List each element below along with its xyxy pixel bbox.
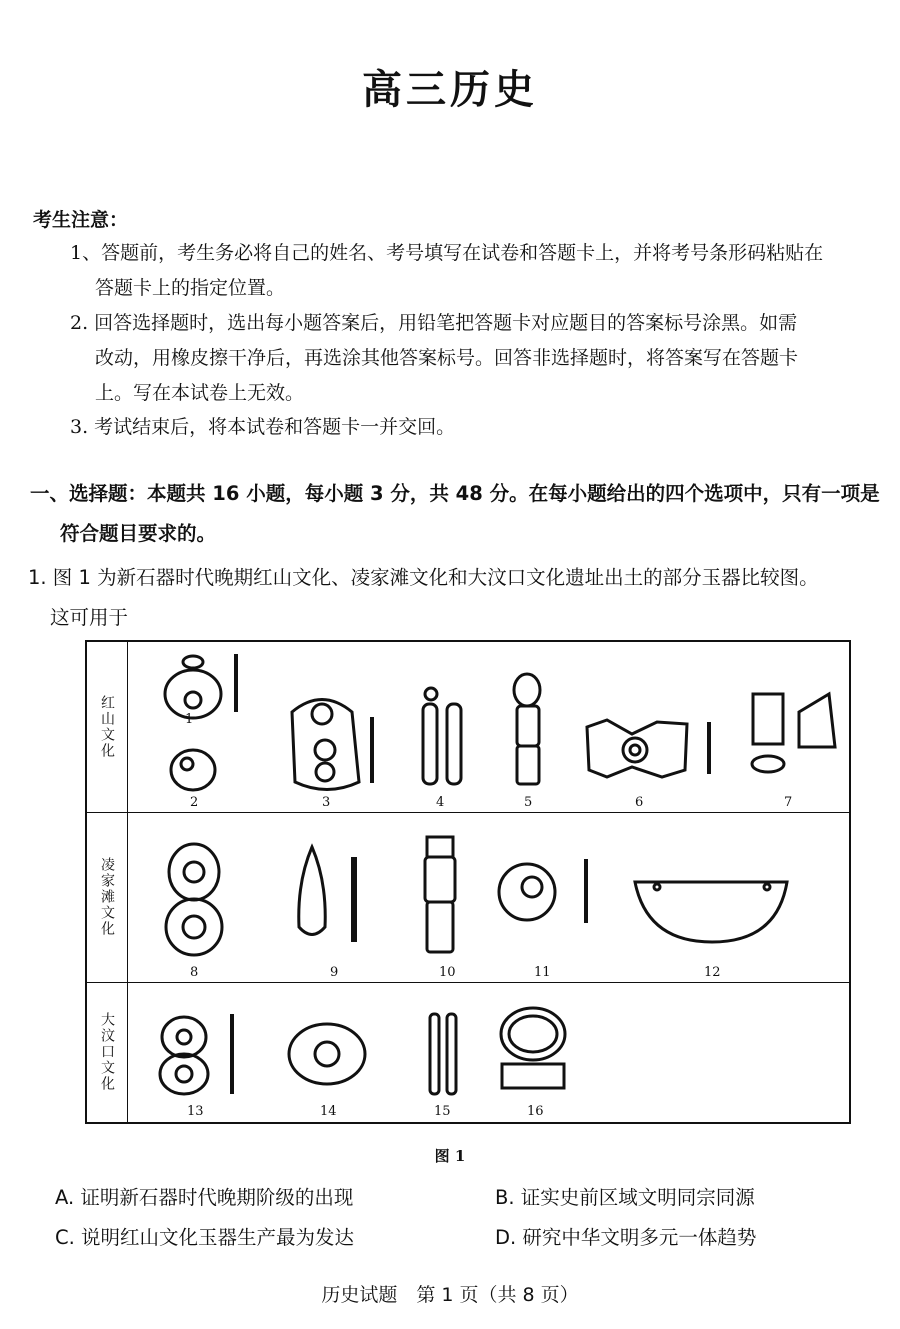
- figure-number-10: 10: [439, 965, 456, 980]
- jade-2-pendant: [171, 750, 215, 790]
- figure-number-7: 7: [784, 795, 793, 810]
- figure-number-12: 12: [704, 965, 721, 980]
- row-label-lingjiatan: 凌家滩文化: [99, 857, 115, 937]
- jade-5-human-figure: [514, 674, 540, 784]
- question-1-stem: 1. 图 1 为新石器时代晚期红山文化、凌家滩文化和大汶口文化遗址出土的部分玉器比较图。: [28, 566, 819, 589]
- notice-heading: 考生注意：: [33, 209, 129, 231]
- jade-4-hook: [423, 688, 461, 784]
- jade-6-cloud-plaque: [587, 720, 711, 777]
- jade-8-double-ring: [166, 844, 222, 955]
- jade-comparison-figure: [85, 640, 851, 1124]
- jade-14-disc: [289, 1024, 365, 1084]
- figure-number-14: 14: [320, 1104, 337, 1119]
- figure-number-11: 11: [534, 965, 551, 980]
- exam-title: 高三历史: [362, 67, 538, 113]
- figure-number-1: 1: [185, 712, 194, 727]
- notice-item-2-line-3: 上。写在本试卷上无效。: [95, 382, 305, 404]
- jade-3-plaque: [292, 700, 374, 790]
- option-a[interactable]: A. 证明新石器时代晚期阶级的出现: [55, 1186, 354, 1209]
- jade-7-cylinder: [752, 694, 835, 772]
- option-d[interactable]: D. 研究中华文明多元一体趋势: [495, 1226, 757, 1249]
- jade-1-pendant: [165, 654, 238, 718]
- question-1-stem-cont: 这可用于: [50, 606, 129, 629]
- jade-15-awls: [430, 1014, 456, 1094]
- figure-number-9: 9: [330, 965, 339, 980]
- figure-caption: 图 1: [434, 1147, 466, 1165]
- option-b[interactable]: B. 证实史前区域文明同宗同源: [495, 1186, 755, 1209]
- jade-12-huang-arc: [635, 882, 787, 942]
- notice-item-2-line-1: 2. 回答选择题时，选出每小题答案后，用铅笔把答题卡对应题目的答案标号涂黑。如需: [70, 312, 798, 334]
- figure-number-15: 15: [434, 1104, 451, 1119]
- figure-number-8: 8: [190, 965, 199, 980]
- figure-number-4: 4: [436, 795, 445, 810]
- notice-item-3-line-1: 3. 考试结束后，将本试卷和答题卡一并交回。: [70, 416, 456, 438]
- figure-number-16: 16: [527, 1104, 544, 1119]
- page-footer: 历史试题 第 1 页（共 8 页）: [321, 1284, 579, 1306]
- row-label-dawenkou: 大汶口文化: [99, 1012, 115, 1092]
- jade-13-double-ring: [160, 1014, 234, 1094]
- figure-number-6: 6: [635, 795, 644, 810]
- section-heading-cont: 符合题目要求的。: [60, 522, 217, 545]
- jade-16-bracelet: [501, 1008, 565, 1088]
- section-heading: 一、选择题：本题共 16 小题，每小题 3 分，共 48 分。在每小题给出的四个选项中，只有一项是: [30, 482, 880, 505]
- row-label-hongshan: 红山文化: [99, 695, 115, 759]
- figure-number-13: 13: [187, 1104, 204, 1119]
- notice-item-1-line-1: 1、答题前，考生务必将自己的姓名、考号填写在试卷和答题卡上，并将考号条形码粘贴在: [70, 242, 824, 264]
- notice-item-1-line-2: 答题卡上的指定位置。: [95, 277, 286, 299]
- option-c[interactable]: C. 说明红山文化玉器生产最为发达: [55, 1226, 355, 1249]
- jade-artifact-drawings: [87, 642, 849, 1122]
- figure-number-5: 5: [524, 795, 533, 810]
- jade-10-human-figure: [425, 837, 455, 952]
- notice-item-2-line-2: 改动，用橡皮擦干净后，再选涂其他答案标号。回答非选择题时，将答案写在答题卡: [95, 347, 799, 369]
- jade-9-bead: [299, 847, 357, 942]
- figure-number-2: 2: [190, 795, 199, 810]
- figure-number-3: 3: [322, 795, 331, 810]
- jade-11-ring-pendant: [499, 859, 588, 923]
